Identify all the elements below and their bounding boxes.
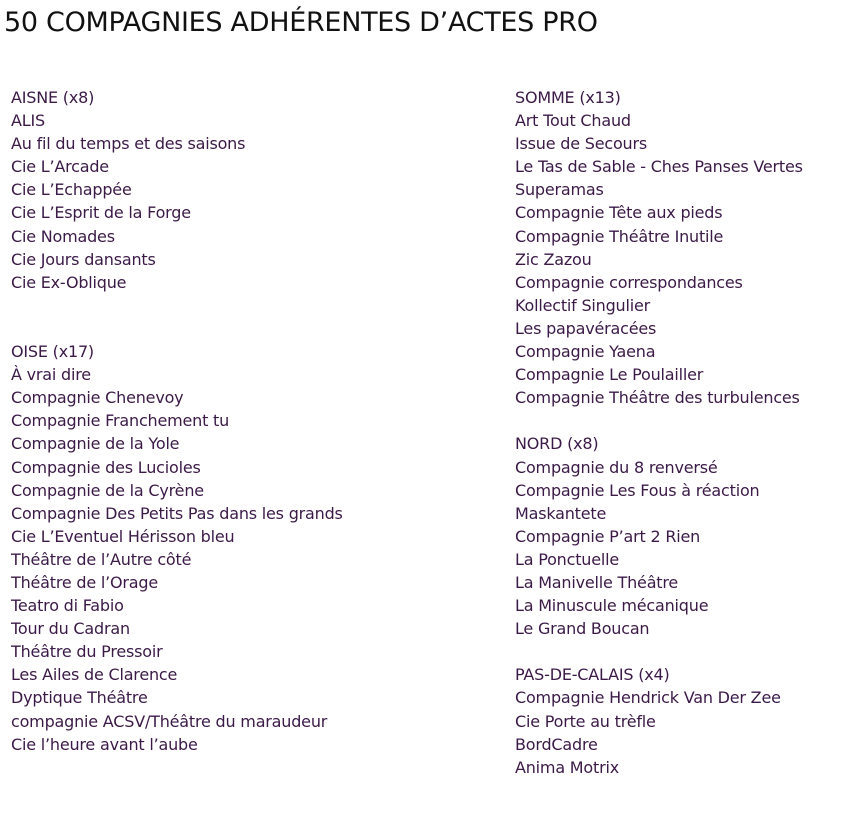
region-heading: SOMME (x13) [515,88,621,107]
region-heading: PAS-DE-CALAIS (x4) [515,665,670,685]
left-column [11,86,491,779]
company-item: BordCadre [515,734,598,754]
region-nord [515,432,845,640]
company-item: Compagnie Tête aux pieds [515,203,723,223]
page-title: 50 COMPAGNIES ADHÉRENTES D’ACTES PRO [4,7,598,38]
company-item: Superamas [515,180,604,200]
company-item: Compagnie correspondances [515,272,743,292]
region-heading: AISNE (x8) [11,88,95,107]
company-item: Cie L’Eventuel Hérisson bleu [11,526,235,546]
region-somme [515,86,845,409]
company-item: Compagnie Le Poulailler [515,365,704,385]
company-item: La Minuscule mécanique [515,596,709,616]
company-item: Maskantete [515,503,607,523]
company-item: Cie Ex-Oblique [11,272,127,292]
company-item: Compagnie P’art 2 Rien [515,526,701,546]
company-item: Théâtre de l’Autre côté [11,549,192,569]
company-item: Zic Zazou [515,249,592,269]
company-item: Cie Jours dansants [11,249,156,269]
company-item: Cie Nomades [11,226,115,246]
company-item: Kollectif Singulier [515,295,651,315]
company-item: À vrai dire [11,365,91,385]
company-item: Les papavéracées [515,318,657,338]
company-item: Cie L’Arcade [11,157,109,177]
company-item: Anima Motrix [515,757,619,777]
region-oise [11,340,491,756]
company-item: Compagnie Théâtre des turbulences [515,388,800,408]
company-item: Dyptique Théâtre [11,688,148,708]
company-item: Compagnie Yaena [515,342,656,362]
company-item: Teatro di Fabio [11,596,124,616]
company-item: Au fil du temps et des saisons [11,134,246,154]
company-item: Cie L’Esprit de la Forge [11,203,191,223]
company-item: Art Tout Chaud [515,111,631,131]
company-item: Cie l’heure avant l’aube [11,734,198,754]
company-item: Compagnie du 8 renversé [515,457,718,477]
company-item: Le Grand Boucan [515,619,650,639]
right-column [515,86,845,802]
region-heading: NORD (x8) [515,434,599,454]
company-item: Tour du Cadran [11,619,130,639]
company-item: Issue de Secours [515,134,647,154]
company-item: Compagnie Des Petits Pas dans les grands [11,503,343,523]
company-item: Compagnie Franchement tu [11,411,230,431]
company-item: Compagnie Chenevoy [11,388,184,408]
company-item: Cie Porte au trèfle [515,711,656,731]
company-item: Le Tas de Sable - Ches Panses Vertes [515,157,803,177]
region-pas-de-calais [515,663,845,778]
company-item: Les Ailes de Clarence [11,665,178,685]
company-item: Théâtre du Pressoir [11,642,163,662]
region-aisne [11,86,491,294]
company-item: Compagnie Les Fous à réaction [515,480,760,500]
company-item: Compagnie de la Yole [11,434,180,454]
company-item: Compagnie de la Cyrène [11,480,204,500]
company-item: ALIS [11,111,45,131]
company-item: Théâtre de l’Orage [11,572,158,592]
company-item: Compagnie Hendrick Van Der Zee [515,688,781,708]
region-heading: OISE (x17) [11,342,94,362]
company-item: Compagnie des Lucioles [11,457,201,477]
company-item: Compagnie Théâtre Inutile [515,226,724,246]
company-item: La Ponctuelle [515,549,620,569]
company-item: compagnie ACSV/Théâtre du maraudeur [11,711,328,731]
company-item: La Manivelle Théâtre [515,572,679,592]
company-item: Cie L’Echappée [11,180,132,200]
